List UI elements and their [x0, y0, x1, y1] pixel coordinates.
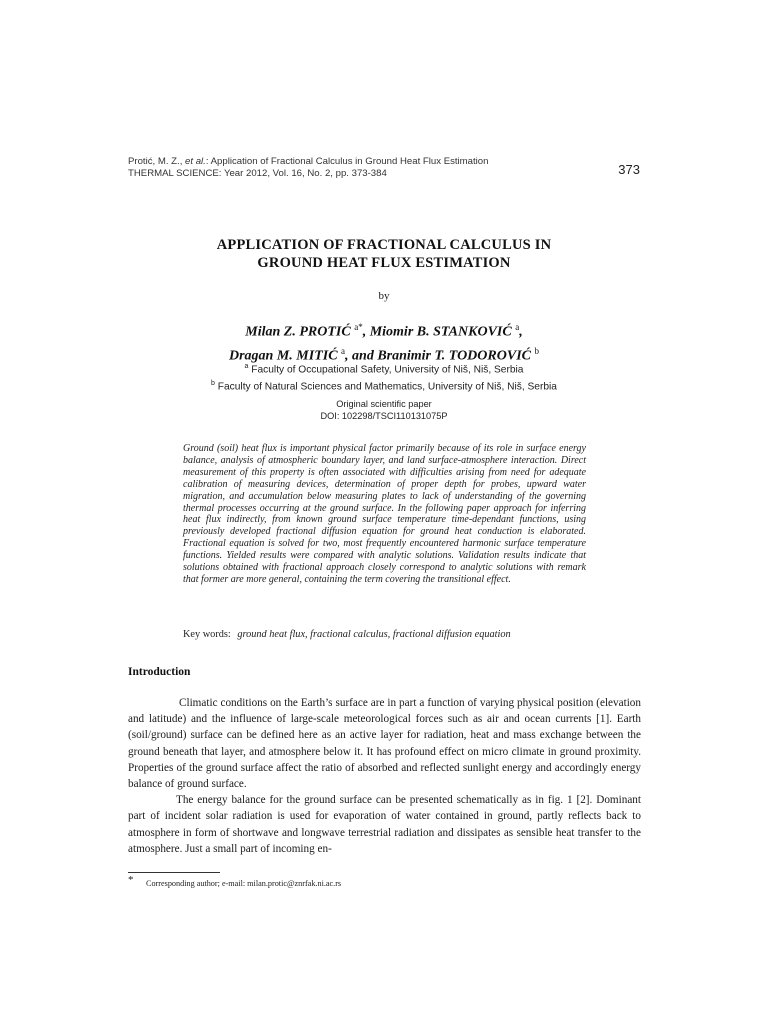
footnote-text: Corresponding author; e-mail: milan.protic@znrfak.ni.ac.rs: [146, 879, 342, 888]
doi: DOI: 102298/TSCI110131075P: [320, 410, 448, 421]
author-list: [128, 318, 640, 365]
by-line: by: [378, 290, 390, 302]
running-header-citation: Protić, M. Z., et al.: Application of Fractional Calculus in Ground Heat Flux Estimation: [128, 156, 489, 167]
page-number: 373: [618, 162, 640, 177]
keywords-list: ground heat flux, fractional calculus, fractional diffusion equation: [237, 629, 511, 640]
paragraph: Climatic conditions on the Earth’s surface are in part a function of varying physical position (elevation and latitude) and the influence of large-scale meteorological forces such as air and ocean currents [1]. Earth (soil/ground) surface can be defined here as an active layer for radiation, heat and mass exchange between the ground beneath that layer, and atmosphere below it. It has profound effect on micro climate in ground proximity. Properties of the ground surface affect the ratio of absorbed and reflected sunlight energy and accordingly energy balance of ground surface.: [128, 697, 641, 791]
journal-info: THERMAL SCIENCE: Year 2012, Vol. 16, No. 2, pp. 373-384: [128, 168, 387, 179]
paper-type: Original scientific paper: [336, 399, 432, 409]
keywords-label: Key words:: [183, 629, 231, 640]
section-heading-introduction: Introduction: [128, 666, 191, 678]
footnote-mark: *: [128, 874, 134, 886]
affiliation-b: $^b$ Faculty of Natural Sciences and Mathematics, University of Niš, Niš, Serbia: [211, 379, 557, 393]
abstract: Ground (soil) heat flux is important physical factor primarily because of its role in surface energy balance, analysis of atmospheric boundary layer, and land surface-atmosphere interaction. Direct measurement of this property is often associated with difficulties arising from need for adequate calibration of measuring devices, determination of proper depth for probes, upward water migration, and accumulation below measuring plates to lack of understanding of the governing thermal processes occurring at the ground surface. In the following paper approach for inferring heat flux indirectly, from known ground surface temperature time-dependant functions, using previously developed fractional diffusion equation for ground heat conduction is elaborated. Fractional equation is solved for two, most frequently encountered harmonic surface temperature functions. Yielded results were compared with analytic solutions. Validation results indicate that solutions obtained with fractional approach closely correspond to analytic solutions with remark that former are more general, containing the term covering the transitional effect.: [183, 443, 586, 585]
body-text: [128, 695, 641, 857]
author-line-1: Milan Z. PROTIĆ $^{a*}$, Miomir B. STANKOVIĆ $^a$,: [245, 322, 523, 340]
paragraph: The energy balance for the ground surface can be presented schematically as in fig. 1 [2]. Dominant part of incident solar radiation is used for evaporation of water contained in ground, partly reflects back to atmosphere in form of shortwave and longwave terrestrial radiation and dissipates as sensible heat transfer to the atmosphere. Just a small part of incoming en-: [128, 794, 641, 855]
paper-type-block: [128, 399, 640, 422]
running-header-journal-row: [128, 162, 640, 180]
affiliation-a: $^a$ Faculty of Occupational Safety, University of Niš, Niš, Serbia: [244, 363, 524, 376]
footnote-rule: [128, 872, 220, 873]
paper-title: APPLICATION OF FRACTIONAL CALCULUS IN GROUND HEAT FLUX ESTIMATION: [216, 237, 552, 271]
running-header: [128, 156, 640, 180]
keywords: [183, 629, 586, 640]
affiliations: [128, 360, 640, 394]
author-line-2: Dragan M. MITIĆ $^a$, and Branimir T. TODOROVIĆ $^b$: [229, 345, 539, 364]
